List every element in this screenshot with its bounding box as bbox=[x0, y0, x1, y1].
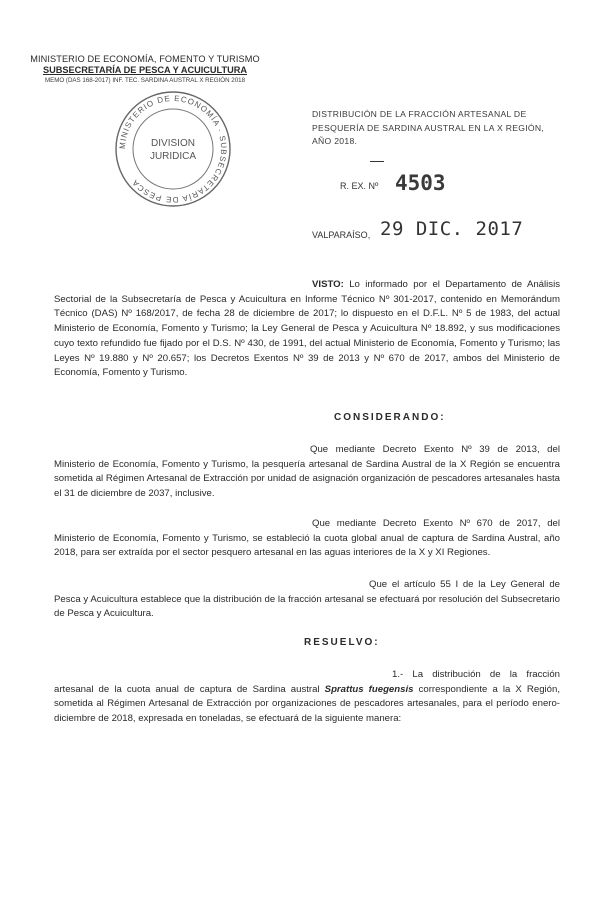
considerando-item bbox=[54, 517, 560, 561]
memo-reference: MEMO (DAS 168-2017) INF. TEC. SARDINA AUSTRAL X REGIÓN 2018 bbox=[44, 77, 246, 84]
visto-label: VISTO: bbox=[312, 279, 344, 290]
resolution-number: 4503 bbox=[395, 171, 446, 195]
visto-text: Lo informado por el Departamento de Análisis Sectorial de la Subsecretaría de Pesca y Acuicultura en Informe Técnico Nº 301-2017, contenido en Memorándum Técnico (DAS) Nº 168/2017, de fecha 28 de diciembre de 2017; lo dispuesto en el D.F.L. Nº 5 de 1983, del actual Ministerio de Economía, Fomento y Turismo; la Ley General de Pesca y Acuicultura Nº 18.892, y sus modificaciones cuyo texto refundido fue fijado por el D.S. Nº 430, de 1991, del actual Ministerio de Economía, Fomento y Turismo; las Leyes Nº 19.880 y Nº 20.657; los Decretos Exentos Nº 39 de 2013 y Nº 670 de 2017, ambos del Ministerio de Economía, Fomento y Turismo. bbox=[54, 279, 561, 379]
stamp-line-juridica: JURIDICA bbox=[149, 151, 197, 162]
stamp-line-division: DIVISION bbox=[151, 138, 195, 149]
considerando-heading: CONSIDERANDO: bbox=[334, 412, 446, 423]
handwritten-mark bbox=[370, 161, 384, 162]
division-juridica-stamp bbox=[112, 88, 234, 210]
resuelvo-number: 1.- bbox=[392, 669, 404, 680]
resolution-prefix: R. EX. Nº bbox=[340, 181, 379, 191]
species-name: Sprattus fuegensis bbox=[324, 683, 414, 695]
stamp-ring-text: MINISTERIO DE ECONOMÍA · SUBSECRETARÍA DE PESCA bbox=[117, 93, 229, 205]
stamp-seal-icon bbox=[112, 88, 234, 210]
visto-paragraph bbox=[54, 278, 560, 381]
considerando-text-3: Que el artículo 55 I de la Ley General de Pesca y Acuicultura establece que la distribución de la fracción artesanal se efectuará por resolución del Subsecretario de Pesca y Acuicultura. bbox=[54, 579, 560, 620]
considerando-item bbox=[54, 443, 560, 502]
resuelvo-heading: RESUELVO: bbox=[304, 637, 380, 648]
considerando-text-2: Que mediante Decreto Exento Nº 670 de 2017, del Ministerio de Economía, Fomento y Turismo, se estableció la cuota global anual de captura de Sardina Austral, año 2018, para ser extraída por el sector pesquero artesanal en las aguas interiores de la X y XI Regiones. bbox=[54, 518, 560, 559]
letterhead bbox=[30, 54, 260, 84]
considerando-item bbox=[54, 578, 560, 622]
resolution-city: VALPARAÍSO, bbox=[312, 230, 371, 240]
resolution-date: 29 DIC. 2017 bbox=[380, 218, 524, 240]
subsecretaria-name: SUBSECRETARÍA DE PESCA Y ACUICULTURA bbox=[42, 65, 247, 75]
resolution-subject: DISTRIBUCIÓN DE LA FRACCIÓN ARTESANAL DE PESQUERÍA DE SARDINA AUSTRAL EN LA X REGIÓN, AÑO 2018. bbox=[312, 109, 545, 146]
resuelvo-text-after: correspondiente a la X Región, sometida al Régimen Artesanal de Extracción por organizaciones de pescadores artesanales, para el período enero-diciembre de 2018, expresada en toneladas, se efectuará de la siguiente manera: bbox=[54, 683, 560, 725]
resuelvo-text-before: La distribución de la fracción artesanal de la cuota anual de captura de Sardina austral bbox=[54, 669, 560, 695]
ministry-name: MINISTERIO DE ECONOMÍA, FOMENTO Y TURISMO bbox=[30, 54, 260, 64]
resuelvo-item bbox=[54, 668, 560, 727]
considerando-text-1: Que mediante Decreto Exento Nº 39 de 2013, del Ministerio de Economía, Fomento y Turismo, la pesquería artesanal de Sardina Austral de la X Región se encuentra sometida al Régimen Artesanal de Extracción por unidad de asignación organización de pescadores artesanales hasta el 31 de diciembre de 2037, inclusive. bbox=[54, 444, 560, 500]
